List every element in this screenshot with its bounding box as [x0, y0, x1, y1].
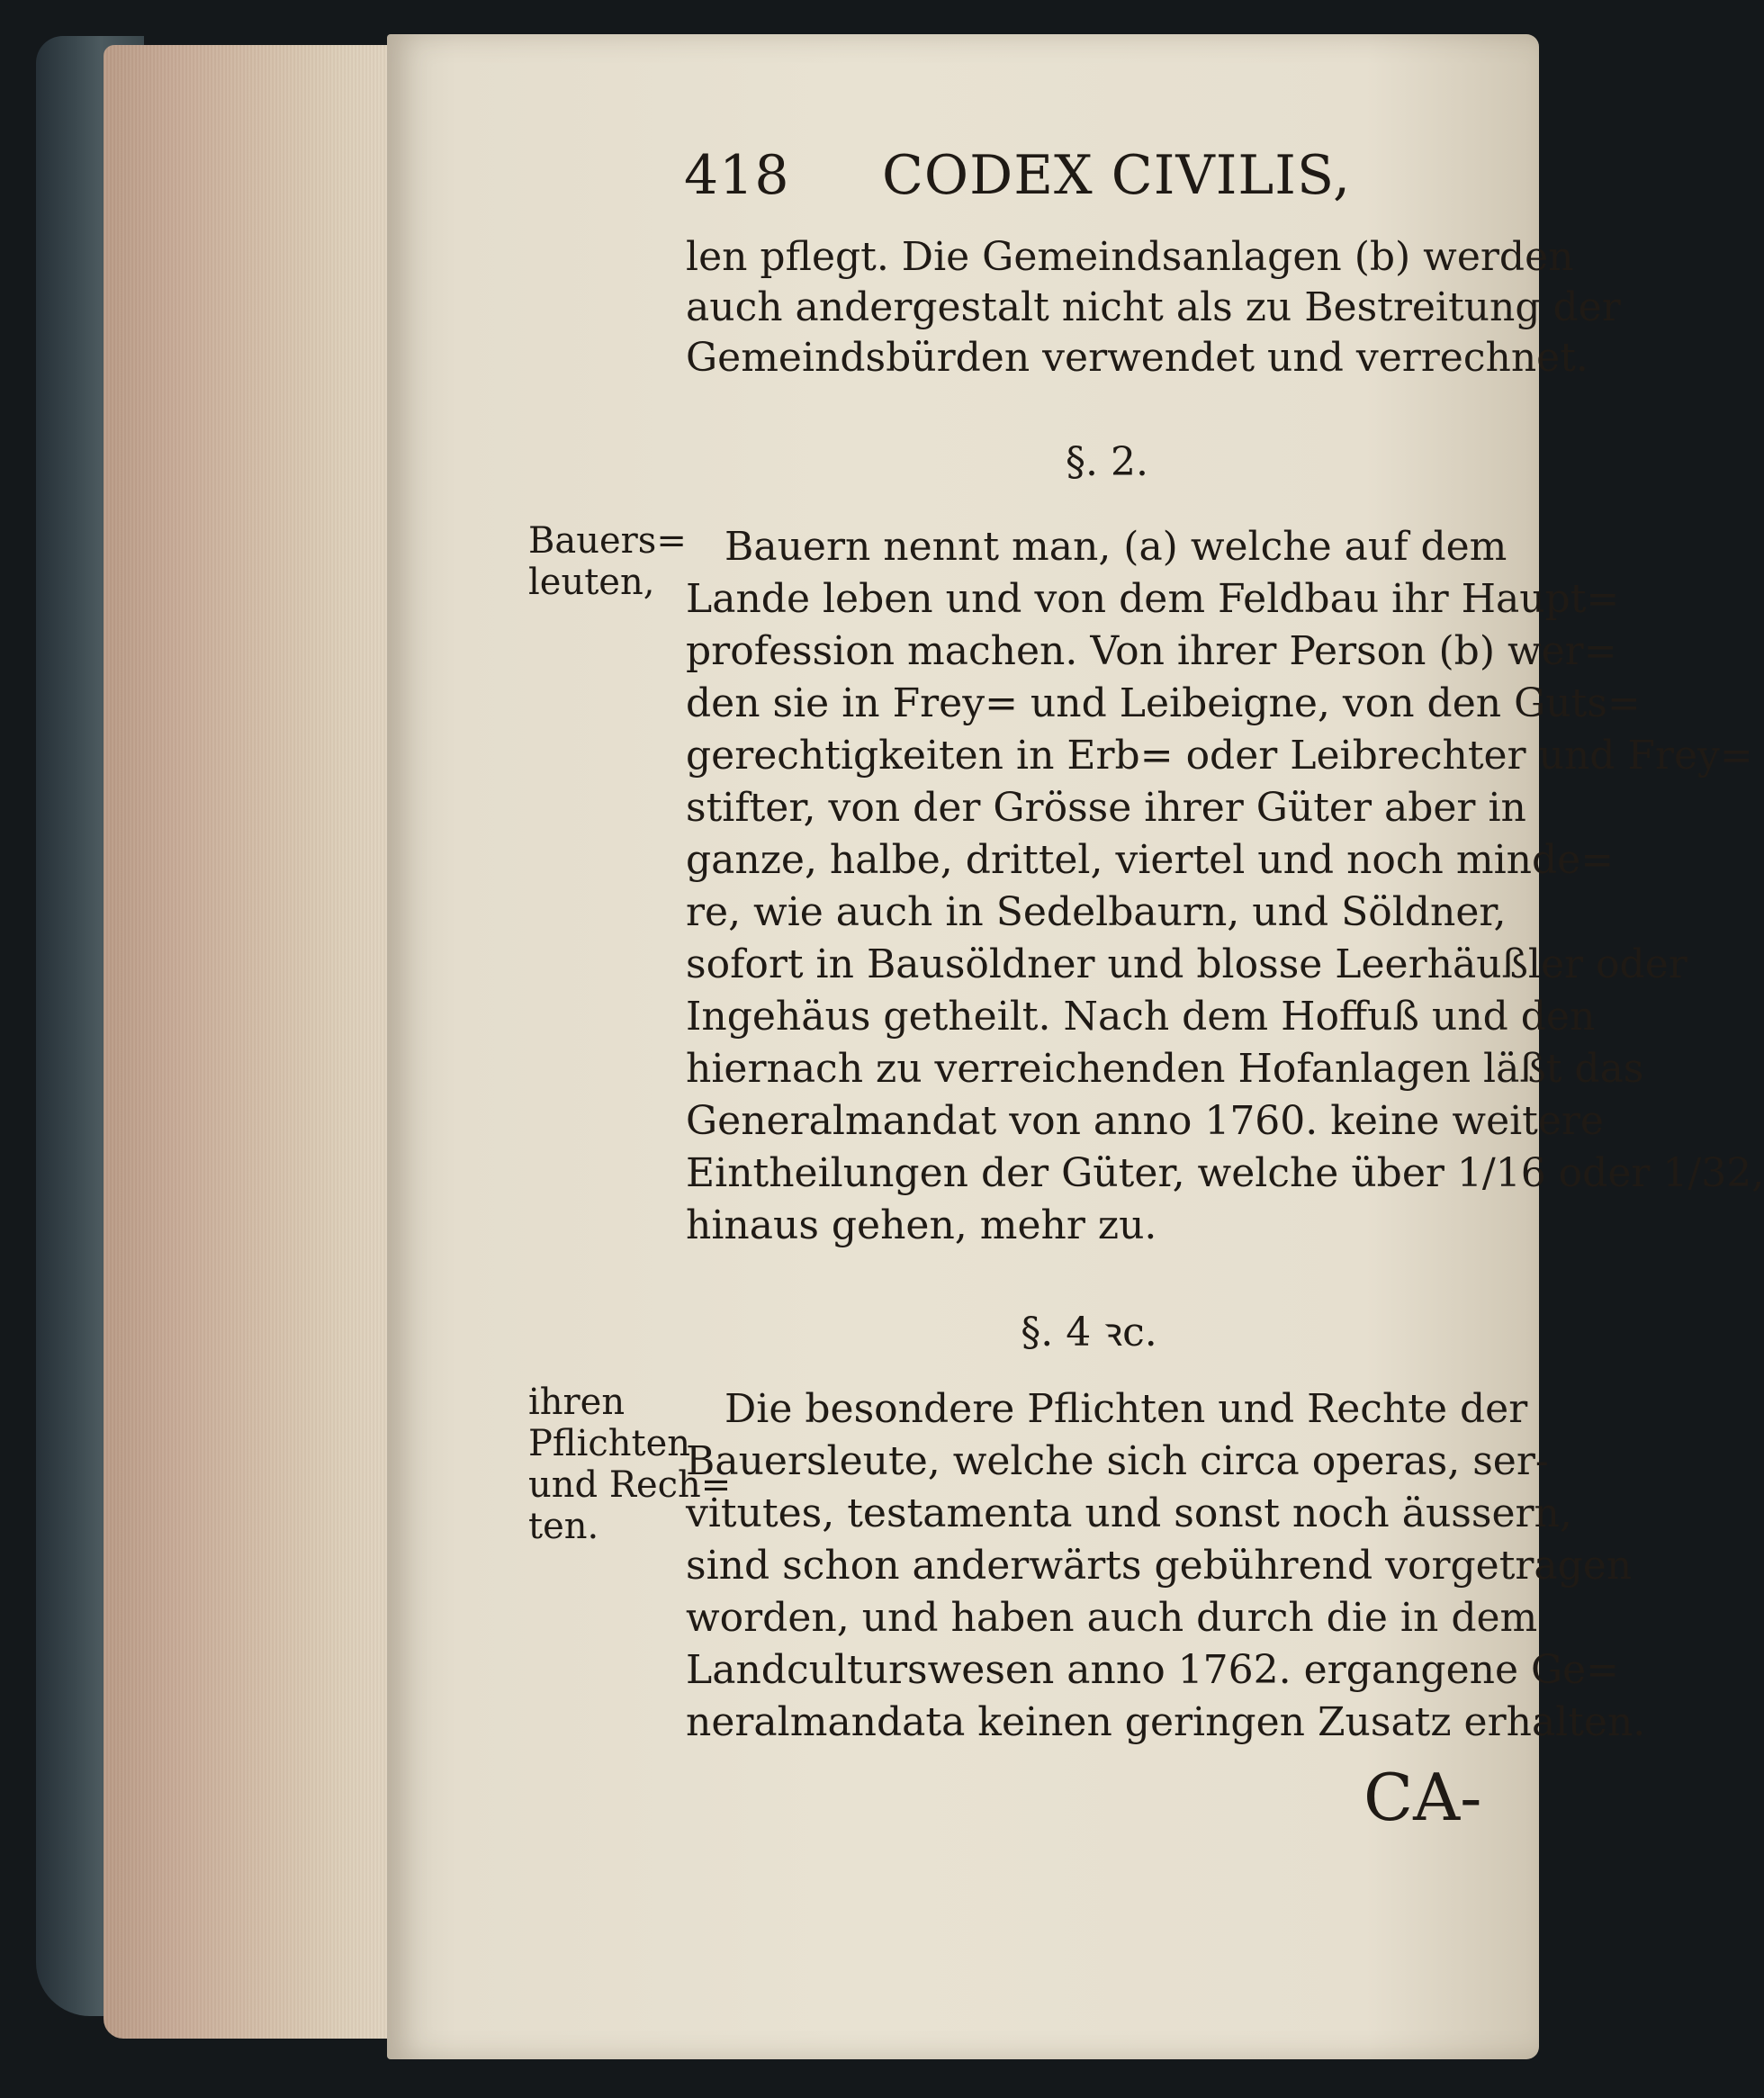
text-line: Lande leben und von dem Feldbau ihr Haupt= — [686, 576, 1620, 622]
text-line: hinaus gehen, mehr zu. — [686, 1202, 1157, 1248]
text-line: sind schon anderwärts gebührend vorgetragen — [686, 1543, 1633, 1589]
text-line: neralmandata keinen geringen Zusatz erhalten. — [686, 1699, 1646, 1745]
text-line: Bauern nennt man, (a) welche auf dem — [724, 524, 1508, 570]
text-line: Gemeindsbürden verwendet und verrechnet. — [686, 335, 1588, 381]
page-edges-stack — [104, 45, 400, 2039]
catchword: CA- — [1364, 1760, 1482, 1835]
text-line: sofort in Bausöldner und blosse Leerhäußler oder — [686, 941, 1688, 987]
margin-note-line: leuten, — [528, 562, 655, 603]
margin-note — [528, 520, 687, 603]
running-title: CODEX CIVILIS, — [882, 144, 1352, 207]
margin-note-line: und Rech= — [528, 1464, 732, 1506]
section-heading: §. 2. — [1066, 439, 1148, 485]
running-head — [684, 144, 1422, 216]
text-line: Generalmandat von anno 1760. keine weitere — [686, 1098, 1604, 1144]
text-line: Die besondere Pflichten und Rechte der — [724, 1386, 1528, 1432]
text-line: gerechtigkeiten in Erb= oder Leibrechter und Frey= — [686, 733, 1753, 779]
section-heading: §. 4 ꝛc. — [1021, 1310, 1157, 1355]
text-line: Ingehäus getheilt. Nach dem Hoffuß und den — [686, 994, 1596, 1040]
text-line: hiernach zu verreichenden Hofanlagen läßt das — [686, 1046, 1644, 1092]
text-line: auch andergestalt nicht als zu Bestreitung der — [686, 284, 1621, 330]
text-line: Landculturswesen anno 1762. ergangene Ge= — [686, 1647, 1620, 1693]
text-line: worden, und haben auch durch die in dem — [686, 1595, 1538, 1641]
page-number: 418 — [684, 144, 790, 207]
text-line: ganze, halbe, drittel, viertel und noch minde= — [686, 837, 1615, 883]
text-line: Bauersleute, welche sich circa operas, ser- — [686, 1438, 1549, 1484]
text-line: Eintheilungen der Güter, welche über 1/16 oder 1/32, — [686, 1150, 1764, 1196]
margin-note-line: ihren — [528, 1382, 626, 1423]
text-line: vitutes, testamenta und sonst noch äussern, — [686, 1490, 1572, 1536]
text-line: re, wie auch in Sedelbaurn, und Söldner, — [686, 889, 1507, 935]
margin-note-line: ten. — [528, 1506, 599, 1547]
text-line: len pflegt. Die Gemeindsanlagen (b) werden — [686, 234, 1574, 280]
text-line: den sie in Frey= und Leibeigne, von den Guts= — [686, 680, 1641, 726]
text-line: stifter, von der Grösse ihrer Güter aber in — [686, 785, 1526, 831]
margin-note-line: Pflichten — [528, 1423, 691, 1464]
margin-note-line: Bauers= — [528, 520, 687, 562]
text-line: profession machen. Von ihrer Person (b) wer= — [686, 628, 1617, 674]
